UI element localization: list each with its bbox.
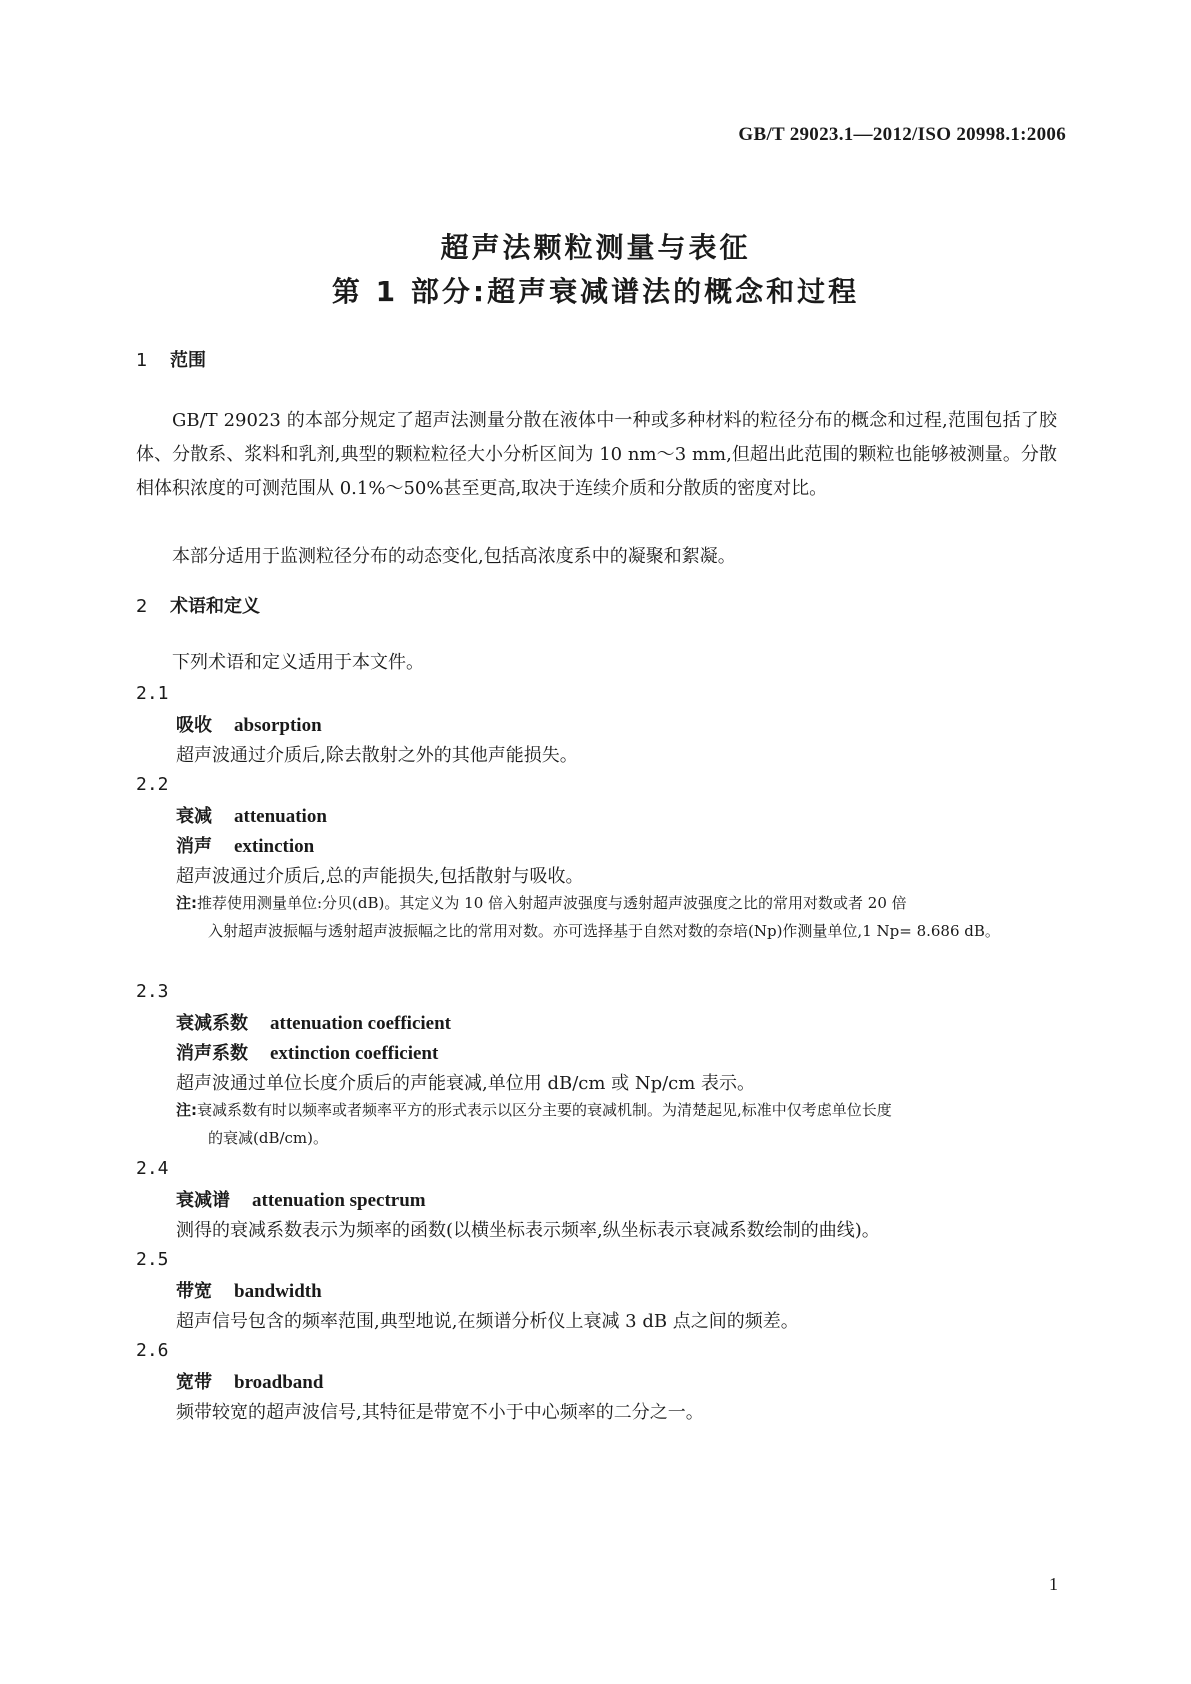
term-en: extinction <box>234 836 315 857</box>
term-attenuation <box>176 802 327 828</box>
term-en: attenuation spectrum <box>252 1190 426 1211</box>
term-absorption <box>176 711 322 737</box>
definition-number: 2.5 <box>136 1249 169 1270</box>
section-title: 范围 <box>170 350 206 371</box>
definition-text: 超声波通过介质后,总的声能损失,包括散射与吸收。 <box>176 866 584 887</box>
term-zh: 消声 <box>176 836 212 857</box>
definition-text: 测得的衰减系数表示为频率的函数(以横坐标表示频率,纵坐标表示衰减系数绘制的曲线)。 <box>176 1220 880 1241</box>
term-en: broadband <box>234 1372 324 1393</box>
definition-text: 超声波通过介质后,除去散射之外的其他声能损失。 <box>176 745 578 766</box>
term-extinction <box>176 832 314 858</box>
section-1-heading <box>136 346 206 372</box>
note-continuation: 的衰减(dB/cm)。 <box>208 1129 329 1147</box>
scope-paragraph-2: 本部分适用于监测粒径分布的动态变化,包括高浓度系中的凝聚和絮凝。 <box>172 546 736 567</box>
page-number: 1 <box>1049 1574 1058 1594</box>
definition-number: 2.2 <box>136 774 169 795</box>
term-bandwidth <box>176 1277 322 1303</box>
note-text: 推荐使用测量单位:分贝(dB)。其定义为 10 倍入射超声波强度与透射超声波强度之比的常用对数或者 20 倍 <box>197 894 907 912</box>
term-zh: 宽带 <box>176 1372 212 1393</box>
note-label: 注: <box>176 894 197 912</box>
definition-text: 超声波通过单位长度介质后的声能衰减,单位用 dB/cm 或 Np/cm 表示。 <box>176 1073 756 1094</box>
term-zh: 吸收 <box>176 715 212 736</box>
term-zh: 衰减系数 <box>176 1013 248 1034</box>
term-en: attenuation coefficient <box>270 1013 451 1034</box>
term-attenuation-coefficient <box>176 1009 451 1035</box>
note-text: 衰减系数有时以频率或者频率平方的形式表示以区分主要的衰减机制。为清楚起见,标准中仅考虑单位长度 <box>197 1101 892 1119</box>
document-title-line2: 第 1 部分:超声衰减谱法的概念和过程 <box>331 275 860 308</box>
definition-note <box>176 1096 1057 1152</box>
scope-paragraph-1: GB/T 29023 的本部分规定了超声法测量分散在液体中一种或多种材料的粒径分布的概念和过程,范围包括了胶体、分散系、浆料和乳剂,典型的颗粒粒径大小分析区间为 10 nm～3 mm,但超出此范围的颗粒也能够被测量。分散相体积浓度的可测范围从 0.1%～50%甚至更高,取决于连续介质和分散质的密度对比。 <box>136 410 1057 499</box>
definition-text: 频带较宽的超声波信号,其特征是带宽不小于中心频率的二分之一。 <box>176 1402 704 1423</box>
section-title: 术语和定义 <box>170 596 260 617</box>
definition-number: 2.4 <box>136 1158 169 1179</box>
section-number: 2 <box>136 596 148 617</box>
term-broadband <box>176 1368 323 1394</box>
section-2-heading <box>136 592 260 618</box>
term-zh: 衰减 <box>176 806 212 827</box>
term-en: bandwidth <box>234 1281 322 1302</box>
definition-number: 2.1 <box>136 683 169 704</box>
definition-number: 2.6 <box>136 1340 169 1361</box>
note-continuation: 入射超声波振幅与透射超声波振幅之比的常用对数。亦可选择基于自然对数的奈培(Np)作测量单位,1 Np= 8.686 dB。 <box>208 922 1000 940</box>
term-extinction-coefficient <box>176 1039 438 1065</box>
definition-number: 2.3 <box>136 981 169 1002</box>
term-en: absorption <box>234 715 322 736</box>
standard-code: GB/T 29023.1—2012/ISO 20998.1:2006 <box>738 124 1066 145</box>
document-title-line1: 超声法颗粒测量与表征 <box>440 231 751 264</box>
note-label: 注: <box>176 1101 197 1119</box>
terms-intro: 下列术语和定义适用于本文件。 <box>172 652 424 673</box>
term-zh: 消声系数 <box>176 1043 248 1064</box>
definition-text: 超声信号包含的频率范围,典型地说,在频谱分析仪上衰减 3 dB 点之间的频差。 <box>176 1311 799 1332</box>
term-attenuation-spectrum <box>176 1186 426 1212</box>
term-en: attenuation <box>234 806 327 827</box>
term-zh: 衰减谱 <box>176 1190 230 1211</box>
section-number: 1 <box>136 350 148 371</box>
term-zh: 带宽 <box>176 1281 212 1302</box>
term-en: extinction coefficient <box>270 1043 439 1064</box>
definition-note <box>176 889 1057 945</box>
